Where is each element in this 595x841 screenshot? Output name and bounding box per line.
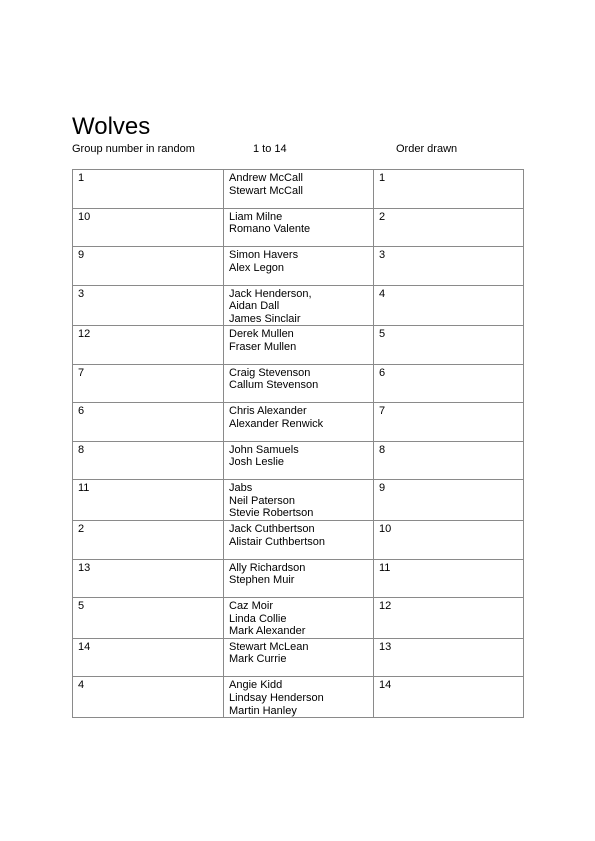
order-drawn-cell: 3 <box>374 247 524 286</box>
member-name: Chris Alexander <box>229 405 307 418</box>
group-number-cell: 1 <box>73 170 224 209</box>
group-number-cell: 2 <box>73 521 224 560</box>
names-cell <box>224 170 374 209</box>
order-drawn-cell: 5 <box>374 326 524 365</box>
names-cell <box>224 247 374 286</box>
group-number-cell: 10 <box>73 208 224 247</box>
names-cell <box>224 285 374 326</box>
member-name: Callum Stevenson <box>229 379 319 392</box>
group-number-cell: 7 <box>73 364 224 403</box>
table-row <box>73 403 524 442</box>
group-number-cell: 5 <box>73 598 224 639</box>
member-name: Liam Milne <box>229 210 283 223</box>
member-name: Aidan Dall <box>229 300 280 313</box>
order-drawn-heading: Order drawn <box>396 143 458 155</box>
group-number-cell: 13 <box>73 559 224 598</box>
member-name: Neil Paterson <box>229 494 296 507</box>
order-drawn-cell: 2 <box>374 208 524 247</box>
group-number-cell: 9 <box>73 247 224 286</box>
names-cell <box>224 598 374 639</box>
names-cell <box>224 208 374 247</box>
names-cell <box>224 559 374 598</box>
member-name: Jabs <box>229 482 253 495</box>
draw-table-body <box>73 170 524 718</box>
page-title: Wolves <box>72 113 151 140</box>
order-drawn-cell: 6 <box>374 364 524 403</box>
order-drawn-cell: 11 <box>374 559 524 598</box>
member-name: Angie Kidd <box>229 679 283 692</box>
member-name: Ally Richardson <box>229 561 306 574</box>
order-drawn-cell: 8 <box>374 441 524 480</box>
range-heading: 1 to 14 <box>253 143 287 155</box>
member-name: Martin Hanley <box>229 704 297 717</box>
member-name: Stewart McCall <box>229 184 303 197</box>
member-name: Stevie Robertson <box>229 507 314 520</box>
member-name: Caz Moir <box>229 600 274 613</box>
group-number-cell: 8 <box>73 441 224 480</box>
names-cell <box>224 326 374 365</box>
group-number-cell: 14 <box>73 638 224 677</box>
group-number-cell: 11 <box>73 480 224 521</box>
member-name: Romano Valente <box>229 223 311 236</box>
names-cell <box>224 638 374 677</box>
table-row <box>73 480 524 521</box>
draw-table <box>72 169 524 718</box>
order-drawn-cell: 9 <box>374 480 524 521</box>
group-number-cell: 12 <box>73 326 224 365</box>
member-name: Jack Henderson, <box>229 287 312 300</box>
table-row <box>73 441 524 480</box>
table-row <box>73 326 524 365</box>
member-name: Alexander Renwick <box>229 417 324 430</box>
member-name: Alex Legon <box>229 261 285 274</box>
names-cell <box>224 677 374 718</box>
names-cell <box>224 480 374 521</box>
member-name: Alistair Cuthbertson <box>229 535 325 548</box>
member-name: Andrew McCall <box>229 172 303 184</box>
order-drawn-cell: 1 <box>374 170 524 209</box>
table-row <box>73 364 524 403</box>
order-drawn-cell: 14 <box>374 677 524 718</box>
member-name: Mark Currie <box>229 653 287 666</box>
names-cell <box>224 441 374 480</box>
member-name: Lindsay Henderson <box>229 691 324 704</box>
table-row <box>73 521 524 560</box>
table-row <box>73 638 524 677</box>
member-name: Mark Alexander <box>229 625 306 638</box>
group-number-cell: 3 <box>73 285 224 326</box>
member-name: Simon Havers <box>229 249 299 261</box>
table-row <box>73 559 524 598</box>
member-name: John Samuels <box>229 443 299 456</box>
member-name: Linda Collie <box>229 612 287 625</box>
member-name: James Sinclair <box>229 312 301 325</box>
names-cell <box>224 521 374 560</box>
table-row <box>73 598 524 639</box>
order-drawn-cell: 7 <box>374 403 524 442</box>
member-name: Craig Stevenson <box>229 366 311 379</box>
names-cell <box>224 364 374 403</box>
order-drawn-cell: 4 <box>374 285 524 326</box>
order-drawn-cell: 12 <box>374 598 524 639</box>
group-number-cell: 4 <box>73 677 224 718</box>
table-row <box>73 247 524 286</box>
member-name: Stephen Muir <box>229 574 295 587</box>
member-name: Fraser Mullen <box>229 340 297 353</box>
member-name: Josh Leslie <box>229 456 285 469</box>
member-name: Derek Mullen <box>229 328 294 341</box>
names-cell <box>224 403 374 442</box>
table-row <box>73 208 524 247</box>
table-row <box>73 677 524 718</box>
order-drawn-cell: 10 <box>374 521 524 560</box>
order-drawn-cell: 13 <box>374 638 524 677</box>
member-name: Jack Cuthbertson <box>229 523 315 536</box>
table-row <box>73 285 524 326</box>
table-row <box>73 170 524 209</box>
group-number-cell: 6 <box>73 403 224 442</box>
group-number-heading: Group number in random <box>72 143 195 155</box>
member-name: Stewart McLean <box>229 640 309 653</box>
